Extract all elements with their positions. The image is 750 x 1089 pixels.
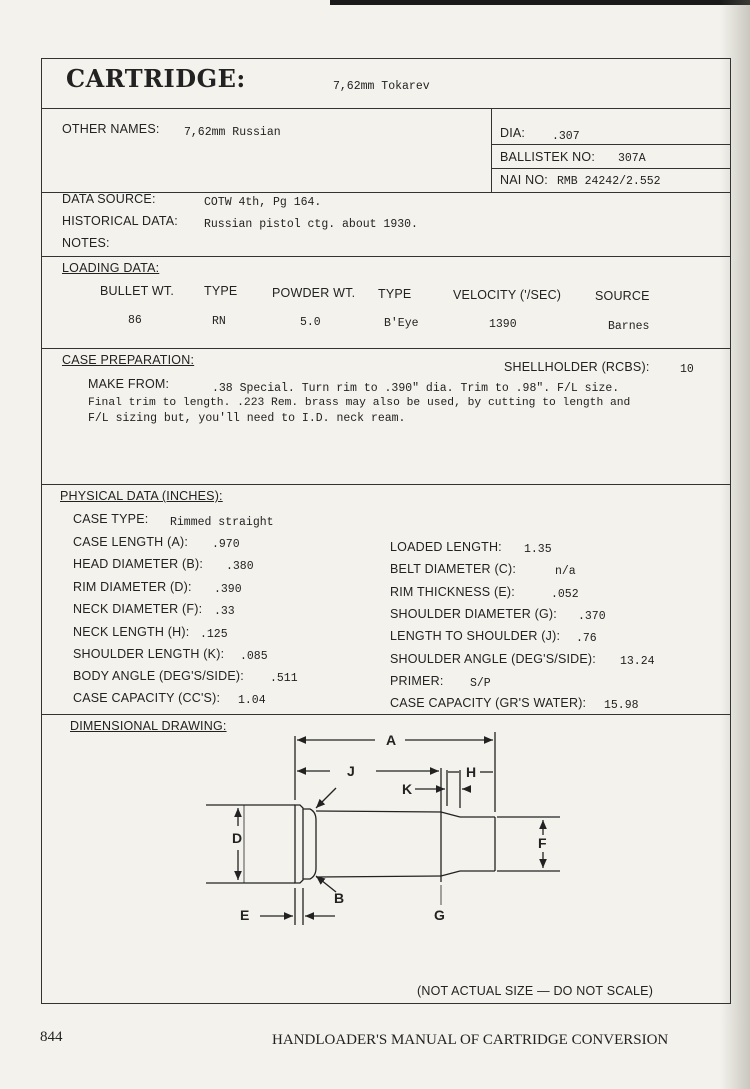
shellholder-label: SHELLHOLDER (RCBS): <box>504 360 650 374</box>
notes-label: NOTES: <box>62 236 110 250</box>
other-names-label: OTHER NAMES: <box>62 122 160 136</box>
cell-source: Barnes <box>608 320 650 333</box>
dim-label-j: J <box>347 763 355 779</box>
shoulder-length-label: SHOULDER LENGTH (K): <box>73 647 225 661</box>
length-to-shoulder-label: LENGTH TO SHOULDER (J): <box>390 629 561 643</box>
shoulder-diameter-value: .370 <box>578 610 606 623</box>
case-prep-line-2: Final trim to length. .223 Rem. brass may also be used, by cutting to length and <box>88 397 631 409</box>
dim-label-h: H <box>466 764 477 780</box>
cell-powder-wt: 5.0 <box>300 316 321 329</box>
neck-diameter-label: NECK DIAMETER (F): <box>73 602 203 616</box>
col-powder-type: TYPE <box>378 287 412 301</box>
case-prep-label: CASE PREPARATION: <box>62 353 195 367</box>
belt-diameter-value: n/a <box>555 565 576 578</box>
loading-data-label: LOADING DATA: <box>62 261 160 275</box>
ballistek-value: 307A <box>618 152 646 165</box>
make-from-label: MAKE FROM: <box>88 377 170 391</box>
shoulder-length-value: .085 <box>240 650 268 663</box>
rim-diameter-label: RIM DIAMETER (D): <box>73 580 192 594</box>
col-velocity: VELOCITY ('/SEC) <box>453 288 562 302</box>
dia-value: .307 <box>552 130 580 143</box>
shoulder-diameter-label: SHOULDER DIAMETER (G): <box>390 607 557 621</box>
primer-value: S/P <box>470 677 491 690</box>
cell-bullet-type: RN <box>212 315 226 328</box>
historical-data-value: Russian pistol ctg. about 1930. <box>204 218 418 231</box>
rim-thickness-label: RIM THICKNESS (E): <box>390 585 515 599</box>
page-title: CARTRIDGE: <box>66 64 246 93</box>
dim-label-f: F <box>538 835 547 851</box>
cell-velocity: 1390 <box>489 318 517 331</box>
case-capacity-water-label: CASE CAPACITY (GR'S WATER): <box>390 696 587 710</box>
dim-label-b: B <box>334 890 345 906</box>
dim-label-g: G <box>434 907 445 923</box>
dim-label-d: D <box>232 830 243 846</box>
dimensional-drawing-label: DIMENSIONAL DRAWING: <box>70 719 227 733</box>
case-type-label: CASE TYPE: <box>73 512 149 526</box>
belt-diameter-label: BELT DIAMETER (C): <box>390 562 517 576</box>
col-powder-wt: POWDER WT. <box>272 286 356 300</box>
col-bullet-wt: BULLET WT. <box>100 284 175 298</box>
dia-label: DIA: <box>500 126 526 140</box>
dim-label-k: K <box>402 781 413 797</box>
shellholder-value: 10 <box>680 363 694 376</box>
shoulder-angle-value: 13.24 <box>620 655 655 668</box>
case-prep-line-1: .38 Special. Turn rim to .390" dia. Trim to .98". F/L size. <box>212 382 620 395</box>
ballistek-label: BALLISTEK NO: <box>500 150 595 164</box>
shoulder-angle-label: SHOULDER ANGLE (DEG'S/SIDE): <box>390 652 596 666</box>
data-source-label: DATA SOURCE: <box>62 192 156 206</box>
cell-powder-type: B'Eye <box>384 317 419 330</box>
cell-bullet-wt: 86 <box>128 314 142 327</box>
length-to-shoulder-value: .76 <box>576 632 597 645</box>
col-source: SOURCE <box>595 289 650 303</box>
body-angle-value: .511 <box>270 672 298 685</box>
dim-label-e: E <box>240 907 250 923</box>
case-capacity-cc-label: CASE CAPACITY (CC'S): <box>73 691 221 705</box>
case-capacity-water-value: 15.98 <box>604 699 639 712</box>
loaded-length-label: LOADED LENGTH: <box>390 540 502 554</box>
rim-thickness-value: .052 <box>551 588 579 601</box>
neck-length-label: NECK LENGTH (H): <box>73 625 190 639</box>
head-diameter-value: .380 <box>226 560 254 573</box>
dim-label-a: A <box>386 732 397 748</box>
case-capacity-cc-value: 1.04 <box>238 694 266 707</box>
nai-value: RMB 24242/2.552 <box>557 175 661 188</box>
neck-diameter-value: .33 <box>214 605 235 618</box>
data-source-value: COTW 4th, Pg 164. <box>204 196 322 209</box>
drawing-scale-note: (NOT ACTUAL SIZE — DO NOT SCALE) <box>417 984 654 998</box>
physical-data-label: PHYSICAL DATA (INCHES): <box>60 489 223 503</box>
historical-data-label: HISTORICAL DATA: <box>62 214 178 228</box>
loaded-length-value: 1.35 <box>524 543 552 556</box>
other-names-value: 7,62mm Russian <box>184 126 281 139</box>
body-angle-label: BODY ANGLE (DEG'S/SIDE): <box>73 669 244 683</box>
neck-length-value: .125 <box>200 628 228 641</box>
case-length-label: CASE LENGTH (A): <box>73 535 189 549</box>
rim-diameter-value: .390 <box>214 583 242 596</box>
case-prep-line-3: F/L sizing but, you'll need to I.D. neck ream. <box>88 412 406 425</box>
case-length-value: .970 <box>212 538 240 551</box>
page-number: 844 <box>40 1029 63 1045</box>
head-diameter-label: HEAD DIAMETER (B): <box>73 557 203 571</box>
cartridge-name: 7,62mm Tokarev <box>333 80 430 93</box>
nai-label: NAI NO: <box>500 173 548 187</box>
col-bullet-type: TYPE <box>204 284 238 298</box>
case-type-value: Rimmed straight <box>170 516 274 529</box>
book-title: HANDLOADER'S MANUAL OF CARTRIDGE CONVERSION <box>272 1032 669 1048</box>
primer-label: PRIMER: <box>390 674 444 688</box>
